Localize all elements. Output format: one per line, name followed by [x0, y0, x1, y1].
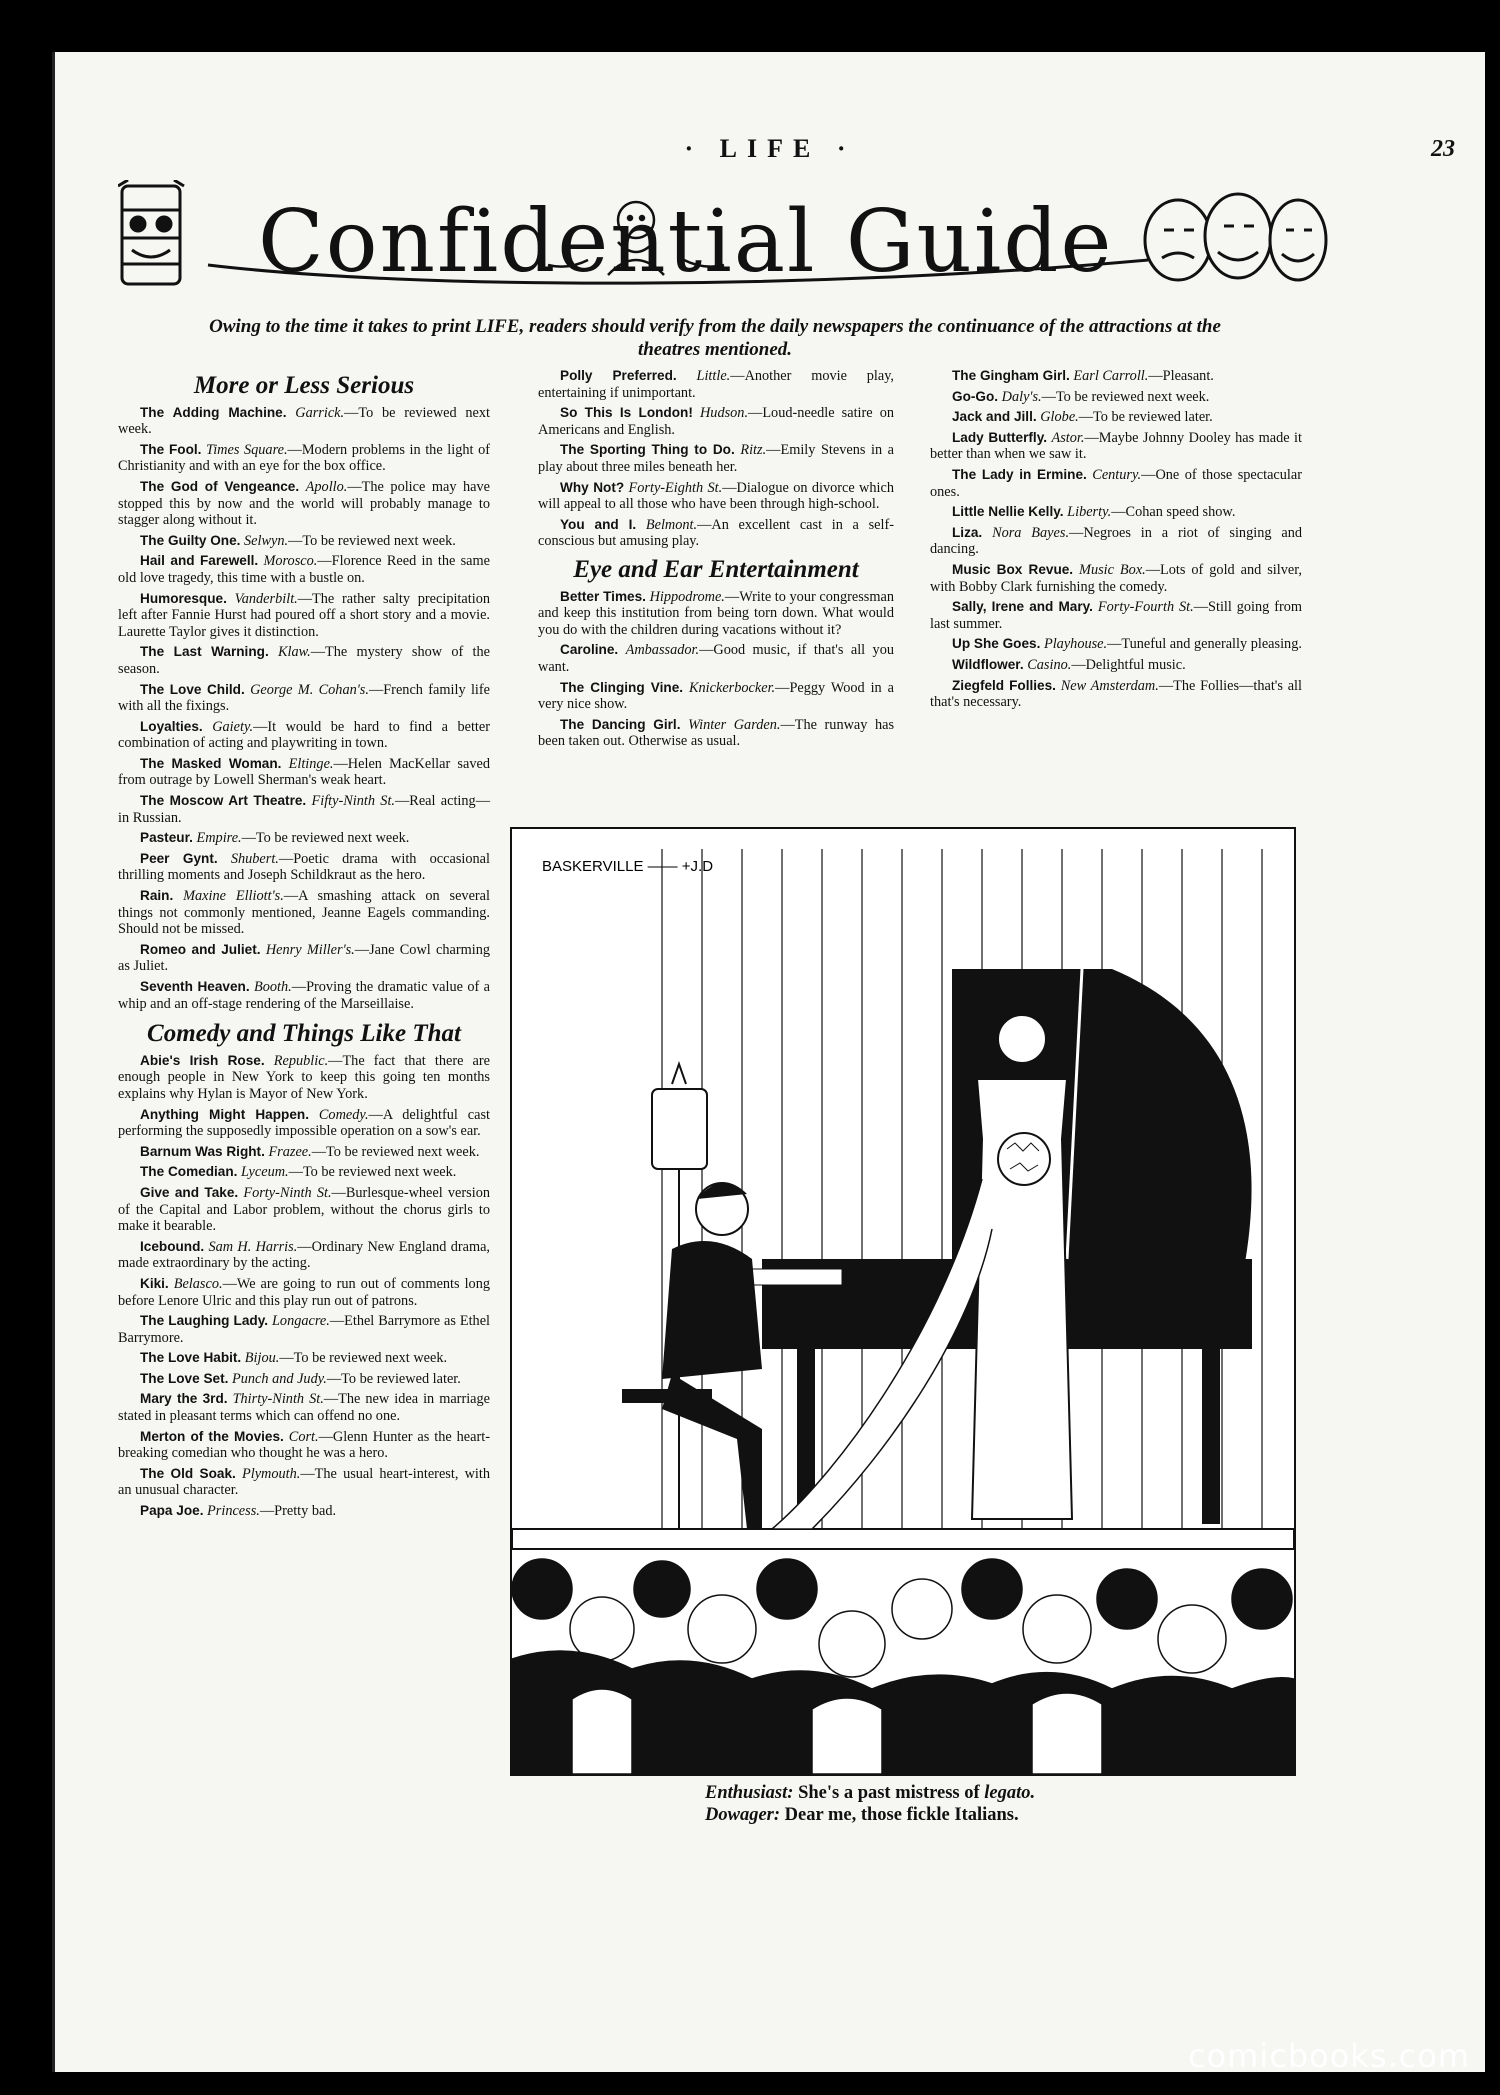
listing-entry: [930, 504, 1302, 521]
listing-entry: [118, 682, 490, 715]
column-middle: [538, 368, 894, 754]
listing-theatre: Vanderbilt.: [234, 590, 298, 607]
listing-entry: [538, 517, 894, 550]
listing-entry: [538, 680, 894, 713]
listing-description: —To be reviewed later.: [1078, 409, 1213, 426]
listing-theatre: Ritz.: [740, 442, 767, 459]
listing-title: Up She Goes.: [952, 636, 1041, 652]
listing-theatre: Lyceum.: [241, 1164, 289, 1181]
listing-title: Hail and Farewell.: [140, 553, 259, 569]
listing-title: The Love Child.: [140, 681, 245, 697]
listing-theatre: Astor.: [1051, 429, 1085, 446]
listing-description: —The mystery show of the season.: [118, 644, 490, 677]
listing-theatre: Punch and Judy.: [231, 1370, 327, 1387]
listing-description: —It would be hard to find a better combination of acting and playwriting in town.: [118, 718, 491, 752]
banner-title: Confidential Guide: [258, 192, 1114, 292]
listing-theatre: Ambassador.: [625, 642, 700, 659]
listing-description: —The police may have stopped this by now and the world will probably manage to stagger along without it.: [118, 478, 490, 529]
listing-theatre: Eltinge.: [288, 755, 334, 772]
listing-theatre: New Amsterdam.: [1060, 677, 1159, 694]
listing-title: Icebound.: [140, 1238, 205, 1254]
listing-theatre: Frazee.: [268, 1143, 312, 1160]
eye-ear-list-part1: [538, 589, 894, 750]
listing-theatre: Republic.: [273, 1052, 329, 1069]
listing-description: —To be reviewed next week.: [288, 532, 456, 549]
listing-description: —Good music, if that's all you want.: [538, 642, 894, 675]
listing-theatre: Booth.: [254, 979, 292, 995]
listing-entry: [118, 591, 490, 641]
listing-entry: [930, 678, 1302, 711]
listing-title: Abie's Irish Rose.: [140, 1052, 265, 1068]
listing-title: Wildflower.: [952, 656, 1024, 672]
concert-illustration: [510, 827, 1296, 1776]
listing-entry: [930, 562, 1302, 595]
listing-description: —The runway has been taken out. Otherwise as usual.: [538, 716, 895, 750]
listing-description: —Florence Reed in the same old love tragedy, this time with a bustle on.: [118, 553, 490, 586]
section-heading-comedy: Comedy and Things Like That: [147, 1020, 461, 1048]
listing-theatre: Klaw.: [278, 644, 311, 661]
listing-description: —We are going to run out of comments long before Lenore Ulric and this play run out of patrons.: [118, 1275, 490, 1309]
listing-title: Loyalties.: [140, 718, 203, 734]
listing-description: —A smashing attack on several things not commonly mentioned, Jeanne Eagels commanding. Should not be missed.: [118, 888, 490, 938]
caption-speaker-1: Enthusiast:: [705, 1783, 794, 1803]
listing-description: —Still going from last summer.: [930, 599, 1303, 632]
listing-entry: [118, 1350, 490, 1367]
listing-title: Better Times.: [560, 588, 646, 604]
listing-description: —An excellent cast in a self-conscious but amusing play.: [538, 516, 894, 550]
listing-entry: [118, 1391, 490, 1424]
listing-entry: [118, 719, 490, 752]
listing-entry: [118, 442, 490, 475]
listing-theatre: Gaiety.: [212, 718, 254, 735]
listing-title: The Last Warning.: [140, 644, 269, 660]
listing-theatre: Casino.: [1027, 656, 1072, 673]
listing-description: —Negroes in a riot of singing and dancing.: [930, 524, 1302, 558]
listing-entry: [538, 405, 894, 438]
listing-description: —Emily Stevens in a play about three miles beneath her.: [538, 442, 895, 475]
intro-notice: Owing to the time it takes to print LIFE, readers should verify from the daily newspapers the continuance of the attractions at the theatres mentioned.: [209, 316, 1221, 360]
listing-description: —The new idea in marriage stated in pleasant terms which can offend no one.: [118, 1391, 491, 1425]
listing-title: The Moscow Art Theatre.: [140, 793, 307, 809]
listing-title: Music Box Revue.: [952, 561, 1074, 577]
listing-theatre: Liberty.: [1067, 504, 1112, 521]
listing-description: —To be reviewed next week.: [311, 1143, 480, 1160]
listing-theatre: Maxine Elliott's.: [183, 888, 284, 905]
column-left: [118, 370, 490, 1524]
listing-entry: [118, 405, 490, 438]
caption-text-1: She's a past mistress of: [798, 1783, 985, 1803]
listing-title: The Fool.: [140, 441, 202, 457]
listing-entry: [118, 1144, 490, 1161]
listing-description: —Modern problems in the light of Christianity and with an eye for the box office.: [118, 441, 490, 475]
listing-theatre: Bijou.: [244, 1350, 280, 1367]
listing-theatre: Times Square.: [206, 441, 288, 458]
column-right: [930, 368, 1302, 715]
listing-entry: [118, 1239, 490, 1272]
listing-title: Barnum Was Right.: [140, 1143, 265, 1159]
listing-description: —To be reviewed next week.: [288, 1164, 457, 1181]
listing-title: The Laughing Lady.: [140, 1313, 269, 1329]
eye-ear-list-part2: [930, 368, 1302, 711]
listing-entry: [118, 1313, 490, 1346]
listing-title: The Clinging Vine.: [560, 679, 684, 695]
listing-theatre: Selwyn.: [244, 532, 289, 549]
listing-description: —Helen MacKellar saved from outrage by Lowell Sherman's weak heart.: [118, 755, 490, 789]
listing-theatre: Earl Carroll.: [1073, 368, 1149, 384]
cartoon-caption: [705, 1782, 1035, 1826]
listing-description: —Pleasant.: [1148, 368, 1214, 384]
listing-description: —Proving the dramatic value of a whip and an off-stage rendering of the Marseillaise.: [118, 979, 491, 1012]
listing-description: —To be reviewed next week.: [118, 404, 490, 438]
listing-theatre: Apollo.: [305, 478, 348, 495]
listing-title: Why Not?: [560, 479, 625, 495]
listing-theatre: Cort.: [288, 1428, 319, 1445]
listing-entry: [118, 756, 490, 789]
listing-title: Papa Joe.: [140, 1503, 204, 1519]
listing-title: Sally, Irene and Mary.: [952, 599, 1093, 615]
listing-title: The Masked Woman.: [140, 755, 282, 771]
listing-entry: [118, 1185, 490, 1235]
listing-theatre: Morosco.: [263, 553, 318, 570]
listing-theatre: Hudson.: [699, 405, 749, 422]
listing-theatre: Empire.: [196, 830, 242, 847]
listing-title: The Lady in Ermine.: [952, 466, 1087, 482]
guide-banner: [118, 180, 1328, 300]
caption-text-2: Dear me, those fickle Italians.: [784, 1805, 1019, 1825]
listing-theatre: Forty-Ninth St.: [243, 1184, 332, 1201]
listing-theatre: Princess.: [207, 1503, 260, 1520]
listing-entry: [118, 830, 490, 847]
listing-description: —The fact that there are enough people in New York to keep this going ten months explains why Hylan is Mayor of New York.: [118, 1052, 491, 1102]
listing-entry: [118, 1466, 490, 1499]
listing-theatre: Globe.: [1040, 409, 1079, 426]
listing-title: The Dancing Girl.: [560, 716, 681, 732]
comedy-list-part1: [118, 1053, 490, 1520]
listing-description: —To be reviewed next week.: [279, 1350, 448, 1367]
stage-icon: [512, 1529, 1294, 1549]
listing-title: So This Is London!: [560, 405, 693, 421]
listing-entry: [930, 409, 1302, 426]
listing-entry: [930, 467, 1302, 500]
listing-title: Caroline.: [560, 642, 619, 658]
listing-description: —Dialogue on divorce which will appeal to all those who have been through high-school.: [538, 479, 894, 513]
comedy-list-part2: [538, 368, 894, 550]
listing-description: —French family life with all the fixings.: [118, 681, 490, 715]
listing-description: —Cohan speed show.: [1111, 504, 1236, 521]
listing-entry: [118, 479, 490, 529]
listing-title: Peer Gynt.: [140, 850, 218, 866]
listing-description: —To be reviewed next week.: [1041, 388, 1210, 405]
listing-title: Humoresque.: [140, 590, 227, 606]
listing-entry: [538, 642, 894, 675]
listing-entry: [930, 636, 1302, 653]
serious-list: [118, 405, 490, 1013]
listing-entry: [118, 553, 490, 586]
listing-title: Little Nellie Kelly.: [952, 504, 1064, 520]
listing-description: —The usual heart-interest, with an unusual character.: [118, 1465, 490, 1499]
listing-entry: [118, 888, 490, 938]
listing-entry: [930, 599, 1302, 632]
listing-entry: [118, 1053, 490, 1103]
listing-theatre: Henry Miller's.: [265, 941, 355, 958]
listing-title: Seventh Heaven.: [140, 979, 250, 994]
listing-entry: [118, 942, 490, 975]
listing-entry: [118, 533, 490, 550]
section-heading-serious: More or Less Serious: [193, 372, 415, 399]
section-heading-eye-ear: Eye and Ear Entertainment: [573, 555, 859, 583]
listing-title: The Guilty One.: [140, 532, 241, 548]
listing-theatre: Little.: [696, 368, 731, 384]
listing-title: Pasteur.: [140, 830, 193, 846]
listing-entry: [538, 480, 894, 513]
listing-title: Anything Might Happen.: [140, 1106, 309, 1122]
listing-title: The Gingham Girl.: [952, 368, 1070, 383]
listing-description: —Glenn Hunter as the heart-breaking comedian who thought he was a hero.: [118, 1428, 490, 1462]
listing-theatre: Daly's.: [1001, 388, 1042, 405]
listing-description: —Another movie play, entertaining if unimportant.: [538, 368, 894, 401]
listing-theatre: Winter Garden.: [688, 716, 781, 733]
listing-title: The God of Vengeance.: [140, 478, 300, 494]
listing-theatre: Knickerbocker.: [688, 679, 776, 696]
listing-entry: [930, 525, 1302, 558]
listing-entry: [930, 657, 1302, 674]
listing-theatre: Forty-Fourth St.: [1097, 599, 1194, 616]
artist-signature: BASKERVILLE —— +J.D: [542, 858, 714, 875]
listing-theatre: George M. Cohan's.: [250, 681, 369, 698]
listing-theatre: Nora Bayes.: [992, 524, 1070, 541]
listing-title: The Love Habit.: [140, 1350, 242, 1366]
listing-theatre: Fifty-Ninth St.: [311, 793, 395, 810]
listing-theatre: Playhouse.: [1043, 636, 1108, 653]
listing-title: Rain.: [140, 888, 174, 904]
listing-description: —Lots of gold and silver, with Bobby Clark furnishing the comedy.: [930, 561, 1302, 595]
magazine-header: · LIFE ·: [684, 134, 856, 163]
caption-speaker-2: Dowager:: [705, 1805, 781, 1825]
listing-theatre: Hippodrome.: [649, 588, 725, 605]
listing-theatre: Forty-Eighth St.: [628, 479, 723, 496]
listing-title: Ziegfeld Follies.: [952, 677, 1056, 693]
caption-line-1: [705, 1782, 1035, 1804]
listing-entry: [538, 589, 894, 639]
caption-italic-1: legato.: [984, 1783, 1036, 1803]
listing-description: —Ordinary New England drama, made extraordinary by the acting.: [118, 1238, 490, 1272]
listing-title: Give and Take.: [140, 1184, 239, 1200]
listing-title: Jack and Jill.: [952, 409, 1037, 425]
listing-entry: [118, 1429, 490, 1462]
listing-title: Go-Go.: [952, 388, 999, 404]
listing-entry: [930, 389, 1302, 406]
listing-entry: [118, 1276, 490, 1309]
listing-entry: [118, 1503, 490, 1520]
listing-entry: [118, 851, 490, 884]
listing-title: Romeo and Juliet.: [140, 941, 261, 957]
listing-title: Lady Butterfly.: [952, 429, 1048, 445]
listing-title: Mary the 3rd.: [140, 1391, 228, 1407]
listing-description: —Write to your congressman and keep this institution from being torn down. What would you do with the children during vacations without it?: [538, 588, 894, 638]
listing-title: The Adding Machine.: [140, 404, 287, 420]
audience-icon: [512, 1559, 1294, 1774]
listing-title: Merton of the Movies.: [140, 1428, 284, 1444]
listing-description: —Pretty bad.: [259, 1503, 337, 1520]
listing-theatre: Thirty-Ninth St.: [232, 1391, 324, 1408]
listing-theatre: Belasco.: [173, 1275, 223, 1292]
listing-entry: [538, 717, 894, 750]
caption-line-2: [705, 1804, 1035, 1826]
listing-description: —Delightful music.: [1071, 656, 1186, 673]
listing-theatre: Plymouth.: [242, 1465, 301, 1482]
listing-entry: [118, 1107, 490, 1140]
listing-description: —Burlesque-wheel version of the Capital and Labor problem, without the chorus girls to make it bearable.: [118, 1184, 490, 1235]
listing-title: The Comedian.: [140, 1164, 238, 1180]
listing-description: —One of those spectacular ones.: [930, 466, 1302, 500]
listing-description: —Poetic drama with occasional thrilling moments and Joseph Schildkraut as the hero.: [118, 850, 490, 884]
listing-theatre: Music Box.: [1079, 561, 1146, 578]
listing-description: —To be reviewed later.: [326, 1370, 461, 1387]
listing-description: —The rather salty precipitation left after Fannie Hurst had poured off a short story and a movie. Laurette Taylor gives it distinction.: [118, 590, 490, 640]
listing-description: —Loud-needle satire on Americans and English.: [538, 405, 894, 438]
listing-entry: [118, 644, 490, 677]
listing-description: —Peggy Wood in a very nice show.: [538, 679, 894, 713]
listing-entry: [118, 1371, 490, 1388]
site-watermark: comicbooks.com: [1187, 2037, 1470, 2075]
listing-theatre: Garrick.: [295, 404, 345, 421]
listing-title: You and I.: [560, 516, 637, 532]
theatre-masks-icon: [1145, 194, 1326, 280]
listing-theatre: Century.: [1092, 466, 1142, 483]
listing-title: The Old Soak.: [140, 1465, 236, 1481]
listing-entry: [930, 430, 1302, 463]
listing-theatre: Comedy.: [318, 1106, 369, 1123]
page-number: 23: [1431, 136, 1455, 162]
listing-description: —Real acting—in Russian.: [118, 793, 490, 826]
listing-theatre: Longacre.: [271, 1313, 330, 1330]
listing-entry: [118, 979, 490, 1012]
listing-description: —A delightful cast performing the supposedly impossible operation on a sow's ear.: [118, 1106, 490, 1140]
listing-title: The Sporting Thing to Do.: [560, 442, 735, 458]
listing-description: —Maybe Johnny Dooley has made it better than when we saw it.: [930, 429, 1302, 463]
listing-description: —The Follies—that's all that's necessary.: [930, 677, 1302, 711]
listing-entry: [538, 442, 894, 475]
illustration-drawing: [512, 829, 1294, 1774]
listing-title: Polly Preferred.: [560, 368, 677, 383]
listing-theatre: Shubert.: [230, 850, 279, 867]
listing-description: —Ethel Barrymore as Ethel Barrymore.: [118, 1313, 491, 1346]
listing-description: —To be reviewed next week.: [241, 830, 410, 847]
listing-entry: [118, 793, 490, 826]
listing-title: The Love Set.: [140, 1370, 229, 1386]
listing-theatre: Sam H. Harris.: [208, 1238, 298, 1255]
listing-description: —Tuneful and generally pleasing.: [1107, 636, 1302, 653]
listing-title: Liza.: [952, 524, 983, 540]
listing-description: —Jane Cowl charming as Juliet.: [118, 941, 491, 975]
listing-entry: [930, 368, 1302, 385]
listing-theatre: Belmont.: [645, 516, 698, 533]
listing-entry: [118, 1164, 490, 1181]
listing-title: Kiki.: [140, 1275, 169, 1291]
listing-entry: [538, 368, 894, 401]
tiki-mask-icon: [118, 180, 184, 284]
pianist-icon: [622, 1183, 762, 1529]
